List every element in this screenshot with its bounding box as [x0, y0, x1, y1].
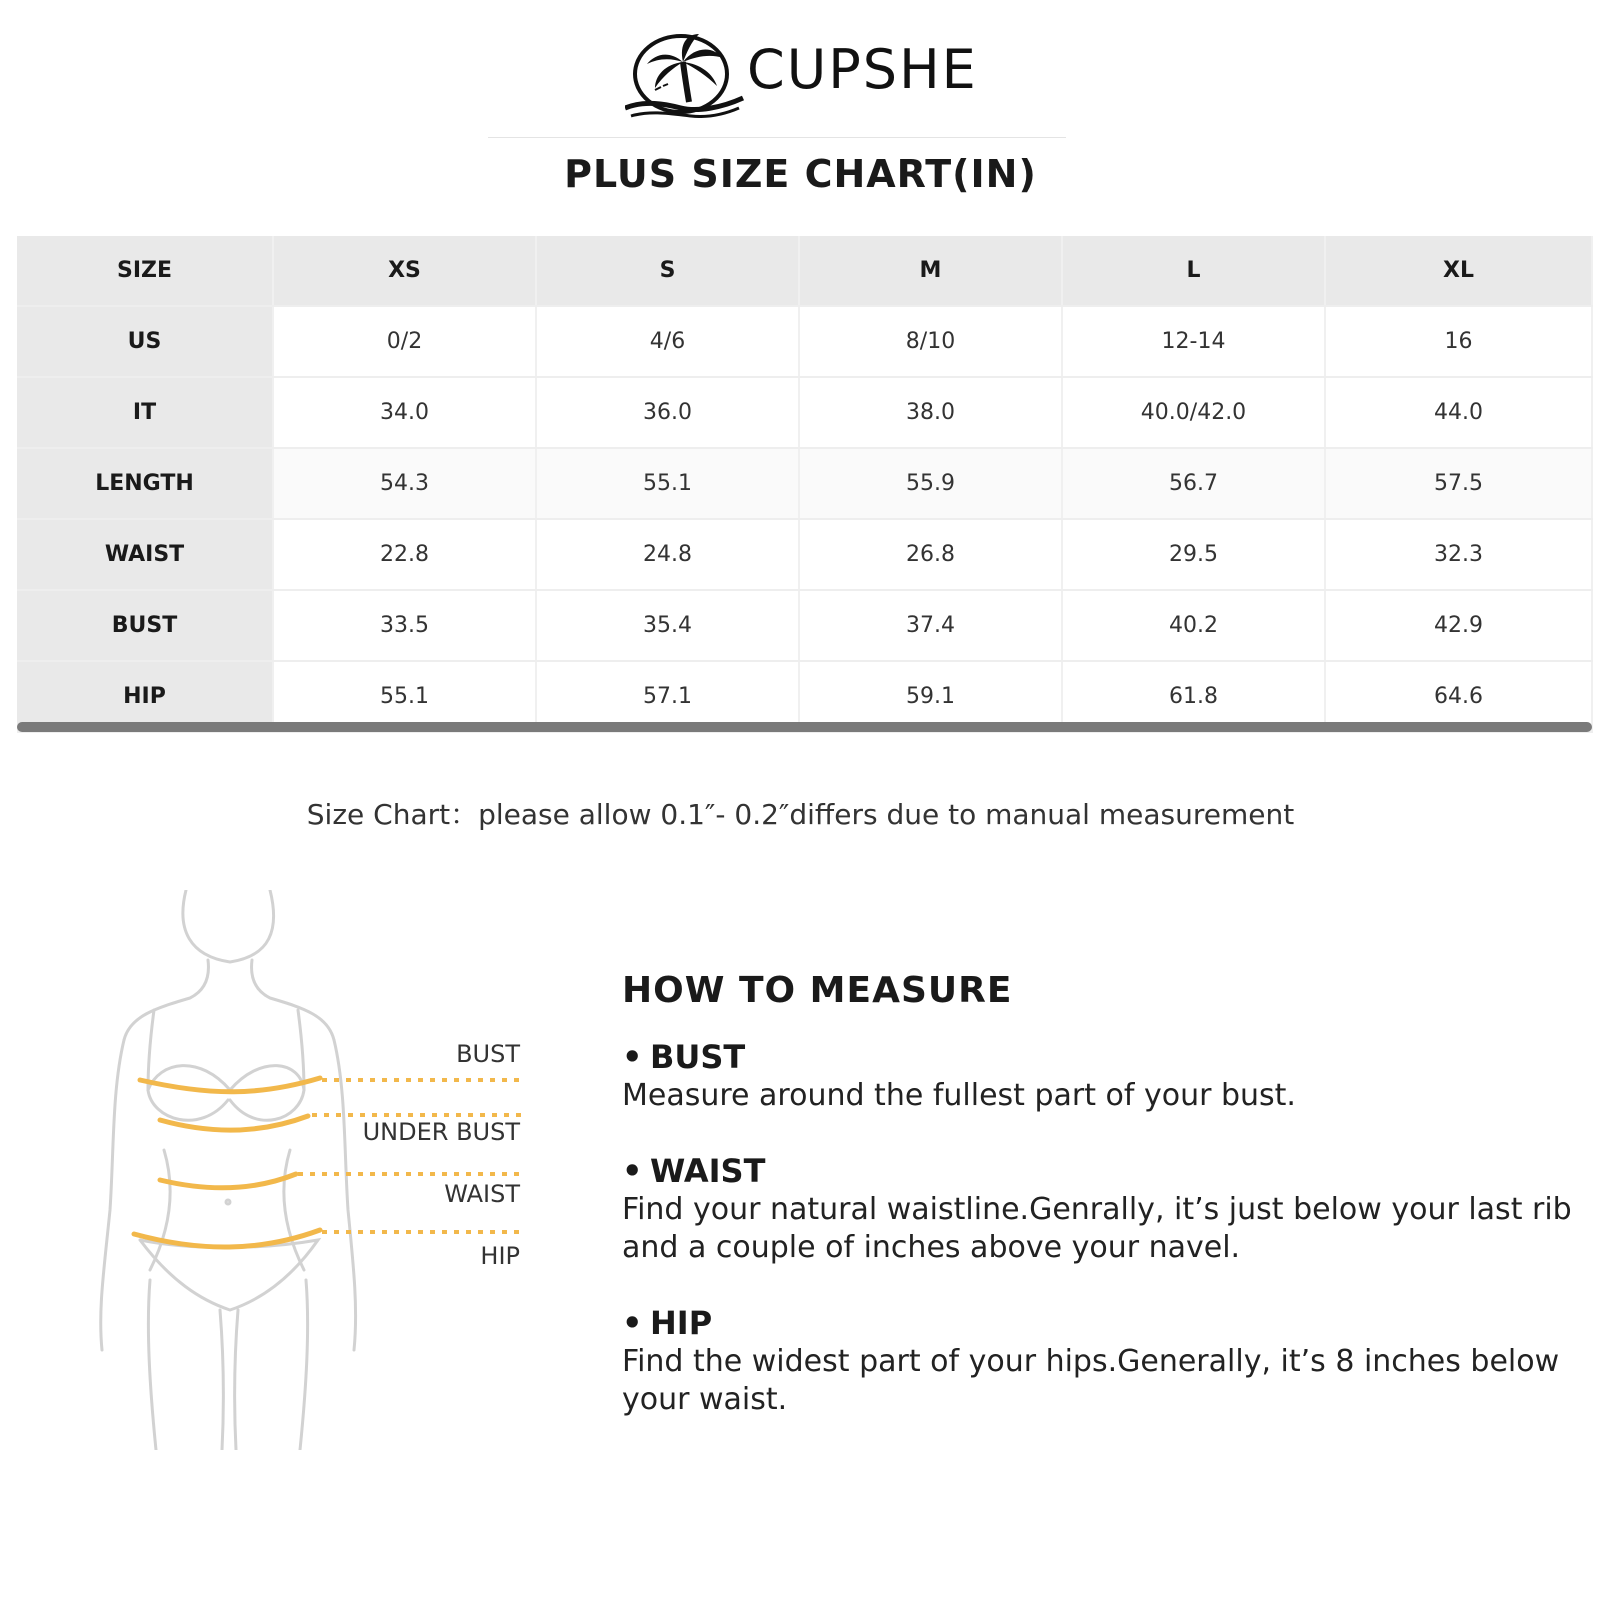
table-cell: 57.1 — [536, 661, 799, 732]
header-xs: XS — [273, 236, 536, 306]
table-cell: 12-14 — [1062, 306, 1325, 377]
table-cell: 55.9 — [799, 448, 1062, 519]
table-cell: 40.2 — [1062, 590, 1325, 661]
table-cell: 56.7 — [1062, 448, 1325, 519]
figure-label-waist: WAIST — [444, 1180, 520, 1208]
row-label: HIP — [17, 661, 273, 732]
bullet-icon: • — [622, 1304, 643, 1342]
header-xl: XL — [1325, 236, 1592, 306]
table-row — [17, 590, 1592, 661]
table-cell: 64.6 — [1325, 661, 1592, 732]
measure-section-waist — [622, 1151, 1582, 1267]
section-text: Find your natural waistline.Genrally, it’s just below your last rib and a couple of inches above your navel. — [622, 1192, 1572, 1265]
section-heading: HIP — [650, 1304, 713, 1342]
table-cell: 16 — [1325, 306, 1592, 377]
header-m: M — [799, 236, 1062, 306]
measurement-note: Size Chart：please allow 0.1″- 0.2″differs due to manual measurement — [306, 798, 1295, 831]
table-horizontal-scrollbar[interactable] — [17, 722, 1592, 732]
section-text: Measure around the fullest part of your bust. — [622, 1078, 1296, 1113]
table-cell: 59.1 — [799, 661, 1062, 732]
row-label: LENGTH — [17, 448, 273, 519]
table-cell: 55.1 — [536, 448, 799, 519]
how-to-measure-title: HOW TO MEASURE — [622, 970, 1013, 1011]
section-text: Find the widest part of your hips.Generally, it’s 8 inches below your waist. — [622, 1344, 1560, 1417]
table-row — [17, 377, 1592, 448]
row-label: BUST — [17, 590, 273, 661]
table-cell: 0/2 — [273, 306, 536, 377]
section-heading: WAIST — [650, 1152, 766, 1190]
measure-section-hip — [622, 1303, 1582, 1419]
table-cell: 32.3 — [1325, 519, 1592, 590]
bullet-icon: • — [622, 1152, 643, 1190]
table-header-row — [17, 236, 1592, 306]
bullet-icon: • — [622, 1038, 643, 1076]
section-heading: BUST — [650, 1038, 746, 1076]
table-cell: 4/6 — [536, 306, 799, 377]
measure-section-bust — [622, 1037, 1582, 1115]
table-cell: 8/10 — [799, 306, 1062, 377]
size-chart-table — [17, 236, 1593, 733]
palm-tree-icon — [625, 28, 745, 118]
figure-label-under-bust: UNDER BUST — [362, 1118, 520, 1146]
brand-logo — [625, 28, 985, 118]
table-cell: 22.8 — [273, 519, 536, 590]
brand-name: CUPSHE — [747, 38, 978, 101]
row-label: WAIST — [17, 519, 273, 590]
header-size: SIZE — [17, 236, 273, 306]
how-to-measure — [622, 970, 1582, 1455]
table-cell: 33.5 — [273, 590, 536, 661]
table-cell: 44.0 — [1325, 377, 1592, 448]
table-row — [17, 306, 1592, 377]
header-l: L — [1062, 236, 1325, 306]
table-row — [17, 519, 1592, 590]
table-cell: 35.4 — [536, 590, 799, 661]
table-cell: 37.4 — [799, 590, 1062, 661]
table-row — [17, 448, 1592, 519]
table-cell: 61.8 — [1062, 661, 1325, 732]
table-cell: 42.9 — [1325, 590, 1592, 661]
table-cell: 57.5 — [1325, 448, 1592, 519]
figure-label-hip: HIP — [480, 1242, 520, 1270]
chart-title: PLUS SIZE CHART(IN) — [564, 152, 1037, 196]
table-cell: 24.8 — [536, 519, 799, 590]
row-label: IT — [17, 377, 273, 448]
row-label: US — [17, 306, 273, 377]
table-cell: 55.1 — [273, 661, 536, 732]
header-s: S — [536, 236, 799, 306]
table-cell: 54.3 — [273, 448, 536, 519]
title-divider — [488, 137, 1066, 138]
body-silhouette-icon — [90, 890, 530, 1450]
table-cell: 26.8 — [799, 519, 1062, 590]
table-cell: 36.0 — [536, 377, 799, 448]
figure-label-bust: BUST — [456, 1040, 520, 1068]
table-cell: 40.0/42.0 — [1062, 377, 1325, 448]
table-cell: 38.0 — [799, 377, 1062, 448]
body-measure-figure — [90, 890, 530, 1450]
table-cell: 34.0 — [273, 377, 536, 448]
table-cell: 29.5 — [1062, 519, 1325, 590]
